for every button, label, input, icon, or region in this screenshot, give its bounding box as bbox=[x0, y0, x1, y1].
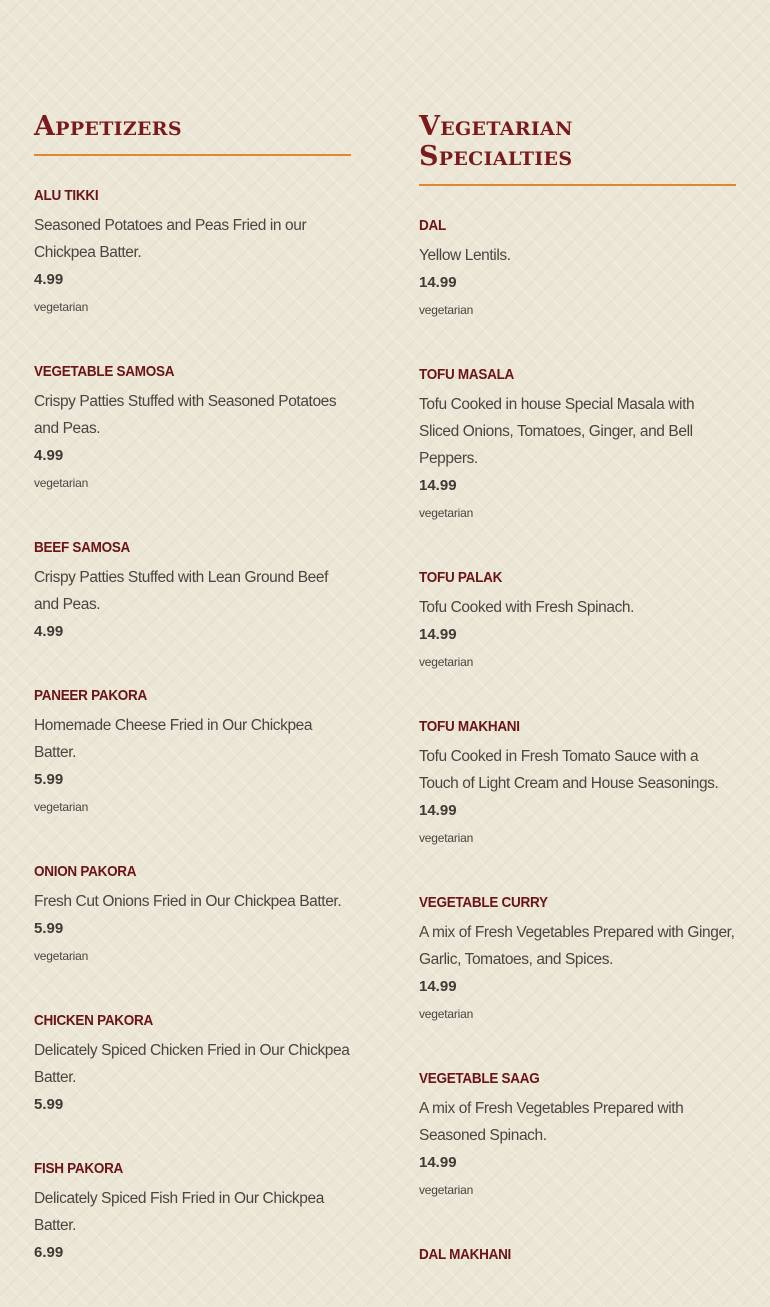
menu-item-description: Fresh Cut Onions Fried in Our Chickpea Batter. bbox=[34, 893, 342, 910]
menu-item-name: DAL bbox=[419, 217, 446, 234]
menu-item-name: VEGETABLE CURRY bbox=[419, 894, 548, 911]
menu-item-tag: vegetarian bbox=[34, 949, 89, 963]
menu-item-name: FISH PAKORA bbox=[34, 1160, 124, 1177]
menu-item-tag: vegetarian bbox=[419, 831, 474, 845]
menu-item-name: PANEER PAKORA bbox=[34, 687, 148, 704]
menu-item bbox=[34, 538, 351, 645]
section-title: Appetizers bbox=[34, 111, 182, 142]
menu-item bbox=[34, 362, 351, 497]
menu-item-description: Tofu Cooked in house Special Masala with Sliced Onions, Tomatoes, Ginger, and Bell Peppers. bbox=[419, 396, 695, 467]
menu-item bbox=[419, 568, 736, 676]
menu-item-name: TOFU MAKHANI bbox=[419, 718, 520, 735]
menu-item-description: A mix of Fresh Vegetables Prepared with Seasoned Spinach. bbox=[419, 1100, 684, 1144]
menu-item-price: 6.99 bbox=[34, 1244, 64, 1261]
menu-item bbox=[419, 1069, 736, 1204]
menu-item-price: 4.99 bbox=[34, 623, 64, 640]
menu-item bbox=[419, 717, 736, 852]
menu-item-price: 5.99 bbox=[34, 1096, 64, 1113]
menu-item-description: Seasoned Potatoes and Peas Fried in our Chickpea Batter. bbox=[34, 217, 307, 261]
menu-item bbox=[34, 686, 351, 821]
appetizers-section bbox=[34, 112, 351, 1307]
menu-item-price: 14.99 bbox=[419, 626, 457, 643]
menu-item-price: 4.99 bbox=[34, 447, 64, 464]
menu-item-description: Crispy Patties Stuffed with Lean Ground Beef and Peas. bbox=[34, 569, 329, 613]
menu-item-description: A mix of Fresh Vegetables Prepared with Ginger, Garlic, Tomatoes, and Spices. bbox=[419, 924, 735, 968]
menu-item-description: Delicately Spiced Chicken Fried in Our Chickpea Batter. bbox=[34, 1042, 350, 1086]
menu-item-name: VEGETABLE SAMOSA bbox=[34, 363, 175, 380]
menu-item-description: Tofu Cooked with Fresh Spinach. bbox=[419, 599, 635, 616]
menu-item-name: CHICKEN PAKORA bbox=[34, 1012, 153, 1029]
menu-item bbox=[419, 365, 736, 527]
menu-item-name: DAL MAKHANI bbox=[419, 1246, 512, 1263]
menu-item bbox=[419, 1245, 736, 1265]
menu-item bbox=[34, 862, 351, 970]
menu-item-tag: vegetarian bbox=[34, 800, 89, 814]
menu-item-price: 14.99 bbox=[419, 274, 457, 291]
menu-item-price: 14.99 bbox=[419, 477, 457, 494]
menu-item-tag: vegetarian bbox=[419, 303, 474, 317]
menu-item-price: 4.99 bbox=[34, 271, 64, 288]
menu-item-price: 14.99 bbox=[419, 1154, 457, 1171]
menu-item-tag: vegetarian bbox=[419, 506, 474, 520]
menu-item-name: BEEF SAMOSA bbox=[34, 539, 131, 556]
menu-item-list bbox=[419, 216, 736, 1265]
menu-item bbox=[34, 1159, 351, 1266]
menu-item bbox=[419, 216, 736, 324]
menu-item-name: TOFU MASALA bbox=[419, 366, 515, 383]
vegetarian-specialties-section bbox=[419, 112, 736, 1306]
menu-item-list bbox=[34, 186, 351, 1266]
menu-item-description: Delicately Spiced Fish Fried in Our Chickpea Batter. bbox=[34, 1190, 324, 1234]
menu-item bbox=[34, 186, 351, 321]
menu-item-tag: vegetarian bbox=[419, 1007, 474, 1021]
section-divider bbox=[34, 154, 351, 156]
section-divider bbox=[419, 184, 736, 186]
menu-item-price: 14.99 bbox=[419, 978, 457, 995]
menu-item-tag: vegetarian bbox=[34, 476, 89, 490]
menu-item-name: ONION PAKORA bbox=[34, 863, 137, 880]
menu-item-name: VEGETABLE SAAG bbox=[419, 1070, 540, 1087]
menu-item-price: 5.99 bbox=[34, 920, 64, 937]
menu-item-name: TOFU PALAK bbox=[419, 569, 503, 586]
menu-item-description: Tofu Cooked in Fresh Tomato Sauce with a Touch of Light Cream and House Seasonings. bbox=[419, 748, 719, 792]
menu-item-price: 5.99 bbox=[34, 771, 64, 788]
menu-item-tag: vegetarian bbox=[419, 655, 474, 669]
menu-item-description: Crispy Patties Stuffed with Seasoned Potatoes and Peas. bbox=[34, 393, 337, 437]
menu-item-price: 14.99 bbox=[419, 802, 457, 819]
section-title: Vegetarian Specialties bbox=[419, 111, 573, 172]
menu-item bbox=[34, 1011, 351, 1118]
menu-item-description: Homemade Cheese Fried in Our Chickpea Batter. bbox=[34, 717, 313, 761]
menu-item-description: Yellow Lentils. bbox=[419, 247, 511, 264]
menu-item bbox=[419, 893, 736, 1028]
menu-item-tag: vegetarian bbox=[34, 300, 89, 314]
menu-item-tag: vegetarian bbox=[419, 1183, 474, 1197]
menu-item-name: ALU TIKKI bbox=[34, 187, 99, 204]
